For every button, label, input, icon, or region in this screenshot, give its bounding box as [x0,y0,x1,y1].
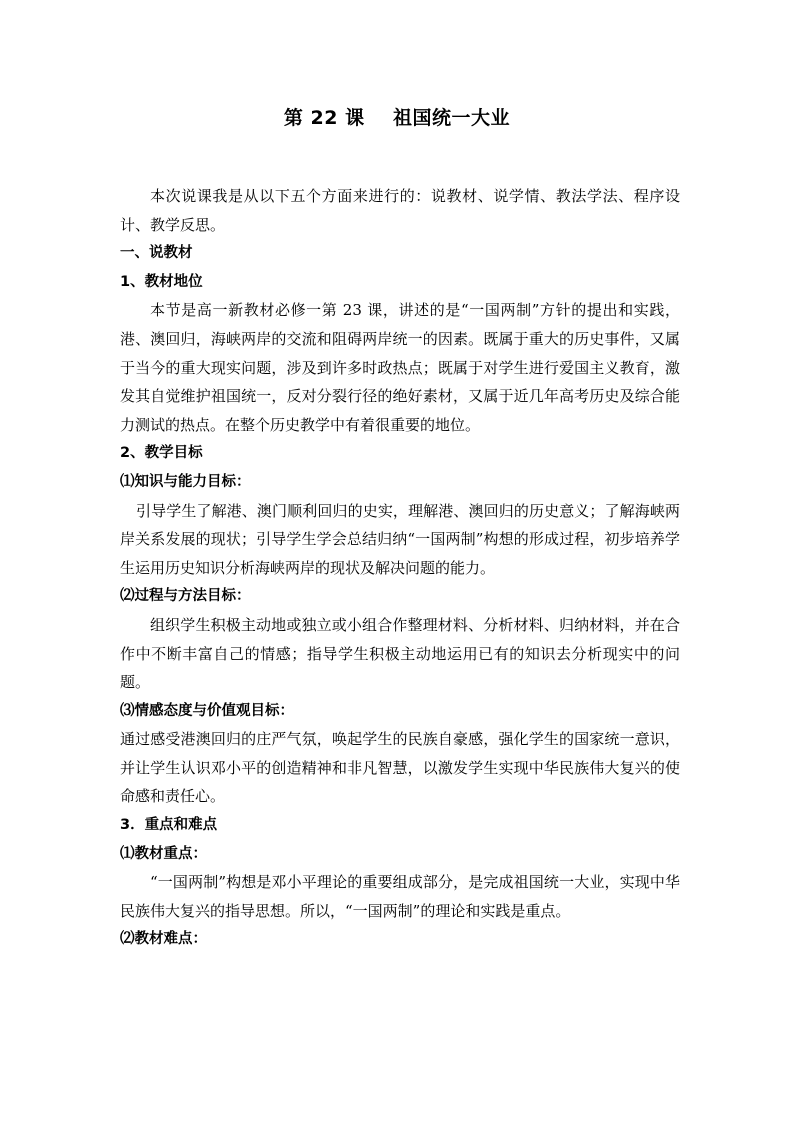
subheading-textbook-position: 1、教材地位 [120,273,203,290]
subheading-textbook-focus: ⑴教材重点： [120,845,207,862]
subheading-emotion-values: ⑶情感态度与价值观目标： [120,702,294,719]
paragraph-process-method: 组织学生积极主动地或独立或小组合作整理材料、分析材料、归纳材料，并在合作中不断丰富自己的情感；指导学生积极主动地运用已有的知识去分析现实中的问题。 [120,615,680,692]
paragraph-knowledge-ability: 引导学生了解港、澳门顺利回归的史实，理解港、澳回归的历史意义；了解海峡两岸关系发展的现状；引导学生学会总结归纳“一国两制”构想的形成过程，初步培养学生运用历史知识分析海峡两岸的现状及解决问题的能力。 [120,501,680,577]
subheading-process-method: ⑵过程与方法目标： [120,588,251,605]
paragraph-textbook-position: 本节是高一新教材必修一第 23 课，讲述的是“一国两制”方针的提出和实践，港、澳回归，海峡两岸的交流和阻碍两岸统一的因素。既属于重大的历史事件，又属于当今的重大现实问题，涉及到许多时政热点；既属于对学生进行爱国主义教育，激发其自觉维护祖国统一，反对分裂行径的绝好素材，又属于近几年高考历史及综合能力测试的热点。在整个历史教学中有着很重要的地位。 [120,301,680,434]
subheading-textbook-difficulty: ⑵教材难点： [120,931,207,948]
paragraph-emotion-values: 通过感受港澳回归的庄严气氛，唤起学生的民族自豪感，强化学生的国家统一意识，并让学生认识邓小平的创造精神和非凡智慧，以激发学生实现中华民族伟大复兴的使命感和责任心。 [120,730,680,806]
intro-paragraph: 本次说课我是从以下五个方面来进行的：说教材、说学情、教法学法、程序设计、教学反思。 [120,187,680,234]
paragraph-textbook-focus: “一国两制”构想是邓小平理论的重要组成部分，是完成祖国统一大业，实现中华民族伟大复兴的指导思想。所以，“一国两制”的理论和实践是重点。 [120,873,680,920]
document-body [120,182,680,954]
page-title: 第 22 课 祖国统一大业 [283,107,511,129]
subheading-knowledge-ability: ⑴知识与能力目标： [120,473,251,490]
subheading-key-points: 3．重点和难点 [120,817,218,834]
subheading-teaching-goals: 2、教学目标 [120,445,203,462]
section-heading-textbook: 一、说教材 [120,245,193,262]
